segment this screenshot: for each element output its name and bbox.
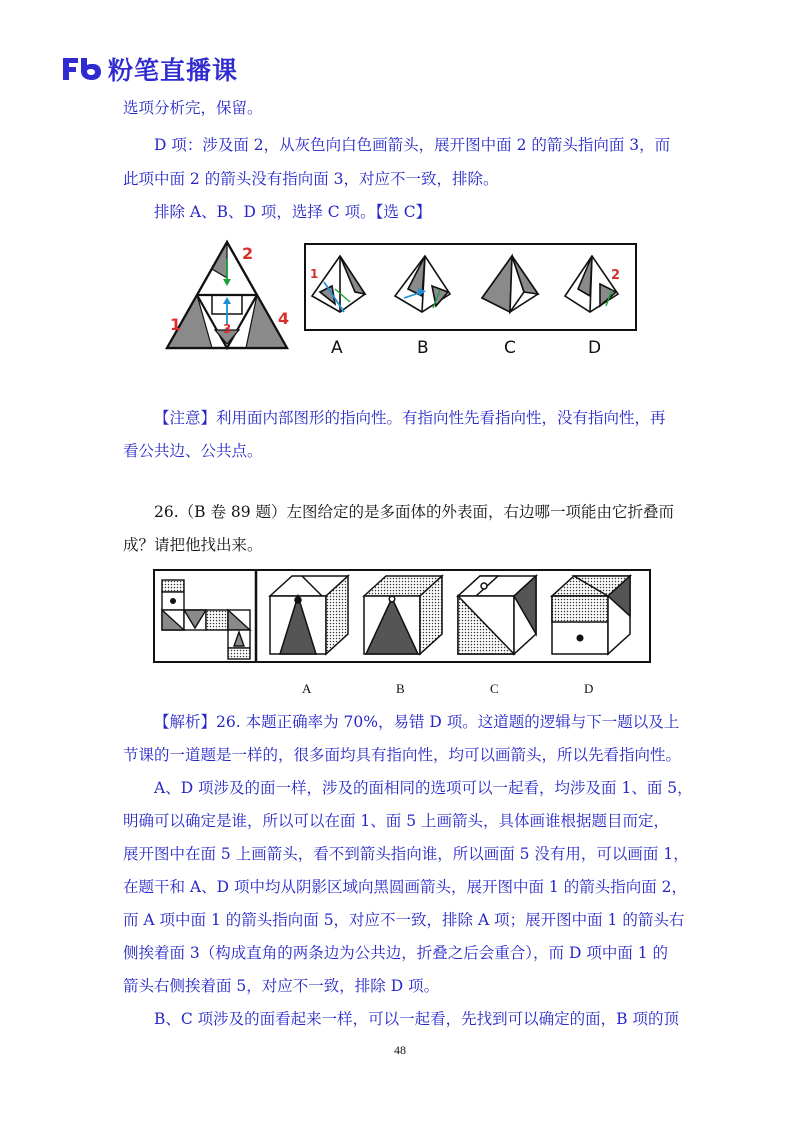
option-label-a: A bbox=[331, 338, 343, 358]
text-line: D 项：涉及面 2，从灰色向白色画箭头，展开图中面 2 的箭头指向面 3，而 bbox=[154, 136, 671, 154]
pyramid-option-b bbox=[395, 256, 450, 312]
analysis-line: 而 A 项中面 1 的箭头指向面 5，对应不一致，排除 A 项；展开图中面 1 的箭头右 bbox=[123, 911, 685, 929]
option-label-b: B bbox=[417, 338, 429, 358]
text-line: 选项分析完，保留。 bbox=[123, 99, 263, 117]
face-label-1: 1 bbox=[170, 315, 182, 334]
face-label-3: 3 bbox=[223, 322, 232, 336]
option-label-c: C bbox=[504, 338, 516, 358]
analysis-line: 节课的一道题是一样的，很多面均具有指向性，均可以画箭头，所以先看指向性。 bbox=[123, 746, 682, 764]
cube-net bbox=[162, 580, 250, 659]
cube-label-a: A bbox=[302, 681, 312, 696]
cube-option-c bbox=[458, 576, 536, 654]
mark-a-1: 1 bbox=[310, 267, 319, 281]
cube-option-b bbox=[364, 576, 442, 654]
fb-logo-icon bbox=[60, 56, 102, 82]
text-line: 看公共边、公共点。 bbox=[123, 442, 263, 460]
analysis-line: A、D 项涉及的面一样，涉及的面相同的选项可以一起看，均涉及面 1、面 5， bbox=[154, 779, 693, 797]
text-line: 排除 A、B、D 项，选择 C 项。【选 C】 bbox=[154, 203, 432, 221]
pyramid-option-d bbox=[565, 256, 621, 312]
analysis-line: 【解析】26. 本题正确率为 70%，易错 D 项。这道题的逻辑与下一题以及上 bbox=[154, 713, 680, 731]
figure-pyramid-net bbox=[160, 234, 640, 364]
analysis-line: 侧挨着面 3（构成直角的两条边为公共边，折叠之后会重合），而 D 项中面 1 的 bbox=[123, 944, 669, 962]
brand-logo bbox=[60, 52, 238, 86]
analysis-line: 展开图中在面 5 上画箭头，看不到箭头指向谁，所以画面 5 没有用，可以画面 1， bbox=[123, 845, 689, 863]
face-label-2: 2 bbox=[242, 244, 254, 263]
analysis-line: 箭头右侧挨着面 5，对应不一致，排除 D 项。 bbox=[123, 977, 440, 995]
analysis-line: 明确可以确定是谁，所以可以在面 1、面 5 上画箭头，具体画谁根据题目而定， bbox=[123, 812, 670, 830]
pyramid-option-c bbox=[482, 256, 538, 312]
text-line: 【注意】利用面内部图形的指向性。有指向性先看指向性，没有指向性，再 bbox=[154, 409, 666, 427]
mark-d-2: 2 bbox=[611, 268, 621, 283]
question-line: 26.（B 卷 89 题）左图给定的是多面体的外表面，右边哪一项能由它折叠而 bbox=[154, 503, 675, 521]
cube-label-b: B bbox=[396, 681, 405, 696]
cube-label-d: D bbox=[584, 681, 594, 696]
option-label-d: D bbox=[588, 338, 602, 358]
question-line: 成？请把他找出来。 bbox=[123, 536, 263, 554]
cube-option-d bbox=[552, 576, 630, 654]
pyramid-option-a bbox=[312, 256, 365, 312]
cube-option-a bbox=[270, 576, 348, 654]
face-label-4: 4 bbox=[278, 309, 290, 328]
logo-text: 粉笔直播课 bbox=[108, 56, 239, 85]
cube-label-c: C bbox=[490, 681, 499, 696]
text-line: 此项中面 2 的箭头没有指向面 3，对应不一致，排除。 bbox=[123, 170, 499, 188]
analysis-line: B、C 项涉及的面看起来一样，可以一起看，先找到可以确定的面，B 项的顶 bbox=[154, 1010, 679, 1028]
page-number: 48 bbox=[394, 1043, 406, 1057]
analysis-line: 在题干和 A、D 项中均从阴影区域向黑圆画箭头，展开图中面 1 的箭头指向面 2， bbox=[123, 878, 687, 896]
figure-cube-net bbox=[152, 568, 652, 664]
